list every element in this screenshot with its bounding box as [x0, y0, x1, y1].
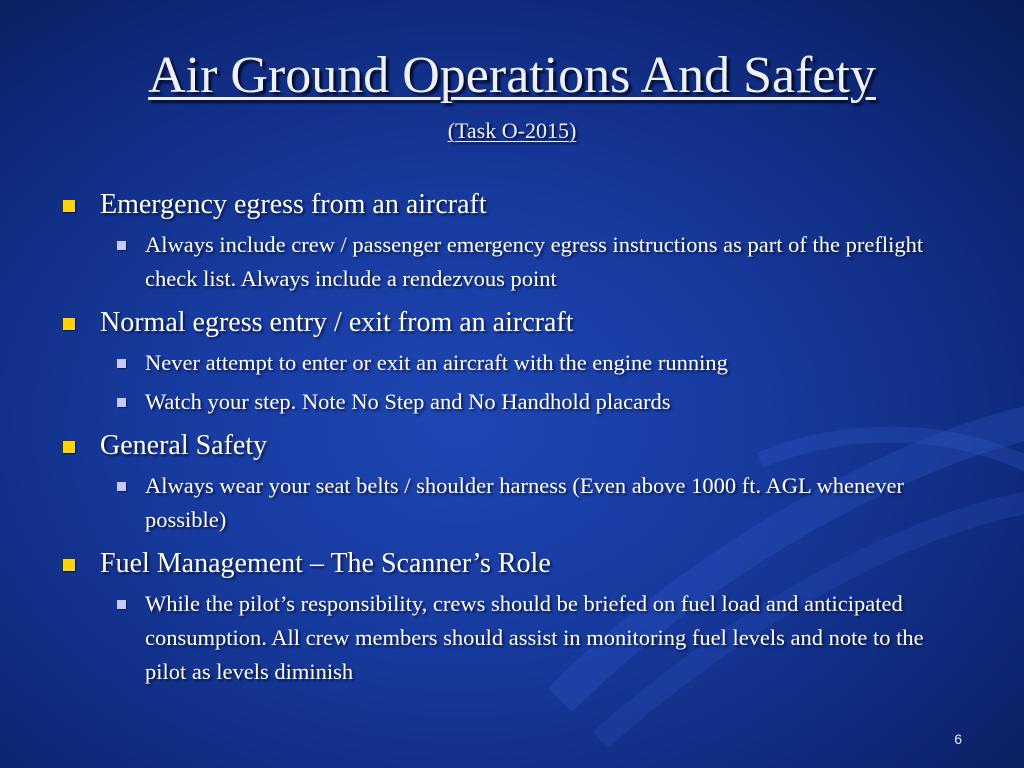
bullet-list — [60, 188, 960, 689]
square-bullet-icon — [63, 200, 75, 212]
list-item — [60, 587, 960, 689]
list-item — [60, 385, 960, 419]
section-heading-text: Normal egress entry / exit from an aircraft — [100, 307, 574, 338]
square-bullet-icon — [117, 241, 126, 250]
square-bullet-icon — [117, 398, 126, 407]
square-bullet-icon — [117, 600, 126, 609]
slide-title: Air Ground Operations And Safety — [148, 47, 876, 104]
list-item-text: Watch your step. Note No Step and No Handhold placards — [145, 389, 671, 414]
section-heading-text: Emergency egress from an aircraft — [100, 189, 487, 220]
slide-subtitle: (Task O-2015) — [447, 118, 577, 143]
list-item — [60, 346, 960, 380]
square-bullet-icon — [63, 559, 75, 571]
list-item — [60, 228, 960, 296]
square-bullet-icon — [63, 318, 75, 330]
section-heading-text: General Safety — [100, 430, 268, 461]
section-heading-emergency-egress — [60, 188, 960, 222]
list-item-text: Always include crew / passenger emergency egress instructions as part of the preflight check list. Always include a rendezvous point — [145, 232, 924, 291]
list-item-text: Never attempt to enter or exit an aircraft with the engine running — [145, 350, 728, 375]
square-bullet-icon — [117, 359, 126, 368]
section-heading-fuel-management — [60, 547, 960, 581]
section-heading-normal-egress — [60, 306, 960, 340]
list-item-text: While the pilot’s responsibility, crews should be briefed on fuel load and anticipated consumption. All crew members should assist in monitoring fuel levels and note to the pilot as levels diminish — [145, 591, 924, 684]
list-item-text: Always wear your seat belts / shoulder harness (Even above 1000 ft. AGL whenever possible) — [145, 473, 904, 532]
square-bullet-icon — [117, 482, 126, 491]
square-bullet-icon — [63, 441, 75, 453]
section-heading-general-safety — [60, 429, 960, 463]
page-number: 6 — [954, 731, 962, 747]
section-heading-text: Fuel Management – The Scanner’s Role — [100, 548, 551, 579]
list-item — [60, 469, 960, 537]
